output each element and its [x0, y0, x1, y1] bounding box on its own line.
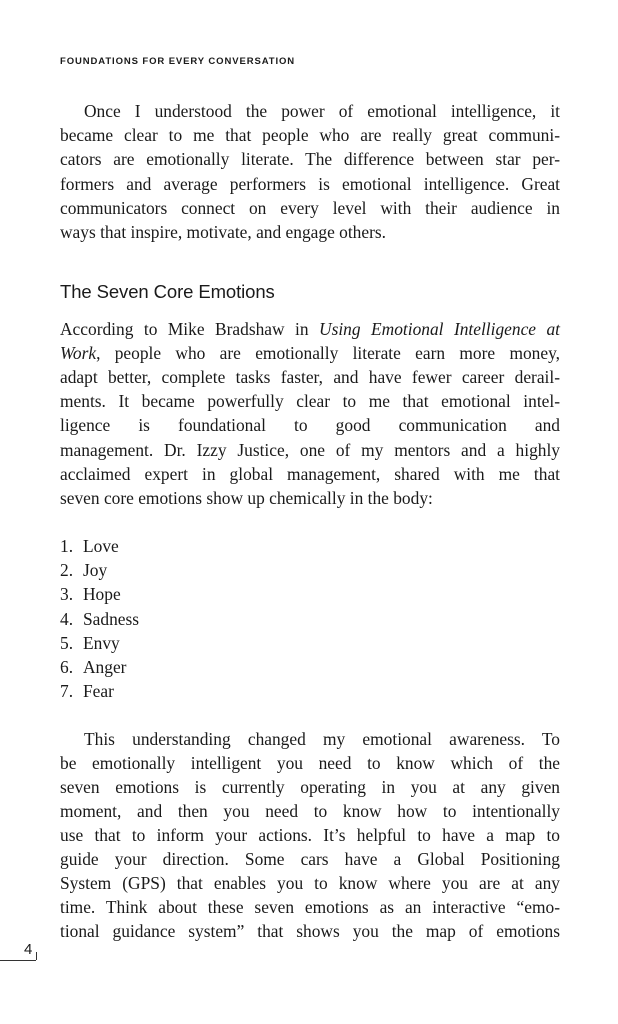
list-item [60, 607, 139, 631]
text-line: System (GPS) that enables you to know where you are at any [60, 873, 560, 893]
list-item [60, 558, 139, 582]
text-line: guide your direction. Some cars have a Global Positioning [60, 849, 560, 869]
list-number: 4. [60, 608, 74, 629]
list-number: 6. [60, 657, 74, 678]
list-number: 1. [60, 536, 74, 556]
text-line: ments. It became powerfully clear to me that emotional intel- [60, 391, 560, 411]
text-line: cators are emotionally literate. The difference between star per- [60, 149, 560, 169]
list-label: Anger [83, 657, 127, 678]
text-fragment: According to Mike Bradshaw in [60, 319, 320, 339]
list-label: Love [83, 536, 119, 556]
text-line: ways that inspire, motivate, and engage others. [60, 222, 386, 242]
text-line: seven core emotions show up chemically in the body: [60, 488, 433, 508]
list-label: Fear [83, 681, 114, 702]
text-line: seven emotions is currently operating in you at any given [60, 777, 560, 797]
section-heading: The Seven Core Emotions [60, 281, 275, 302]
text-line: adapt better, complete tasks faster, and have fewer career derail- [60, 367, 560, 387]
text-line [60, 341, 560, 365]
text-line: tional guidance system” that shows you the map of emotions [60, 921, 560, 941]
text-line: moment, and then you need to know how to intentionally [60, 801, 560, 821]
list-item [60, 655, 139, 679]
list-item [60, 582, 139, 606]
emotions-list [60, 534, 139, 703]
list-label: Sadness [83, 608, 140, 629]
text-line: formers and average performers is emotional intelligence. Great [60, 174, 560, 194]
text-line: use that to inform your actions. It’s helpful to have a map to [60, 825, 560, 845]
book-title: Using Emotional Intelligence at [319, 319, 561, 339]
text-line: be emotionally intelligent you need to know which of the [60, 753, 560, 773]
text-line: communicators connect on every level with their audience in [60, 198, 560, 218]
text-line [60, 317, 560, 341]
page-number-rule-tick [36, 952, 37, 960]
page-number: 4 [24, 941, 33, 958]
list-label: Hope [83, 584, 121, 605]
list-label: Joy [83, 560, 108, 581]
text-line: acclaimed expert in global management, shared with me that [60, 464, 560, 484]
list-number: 7. [60, 681, 74, 702]
text-line: Once I understood the power of emotional intelligence, it [84, 101, 560, 121]
text-line: time. Think about these seven emotions as an interactive “emo- [60, 897, 560, 917]
list-number: 3. [60, 584, 74, 605]
book-title: Work [60, 343, 97, 363]
page-number-rule [0, 960, 36, 961]
text-line: management. Dr. Izzy Justice, one of my mentors and a highly [60, 440, 560, 460]
text-line: This understanding changed my emotional awareness. To [84, 729, 560, 749]
text-line: became clear to me that people who are really great communi- [60, 125, 560, 145]
text-line: ligence is foundational to good communication and [60, 415, 560, 435]
text-fragment: , people who are emotionally literate earn more money, [96, 343, 560, 363]
list-label: Envy [83, 632, 120, 653]
list-number: 5. [60, 632, 74, 653]
list-item [60, 631, 139, 655]
list-item [60, 679, 139, 703]
running-head: FOUNDATIONS FOR EVERY CONVERSATION [60, 56, 296, 67]
list-number: 2. [60, 560, 74, 581]
list-item [60, 534, 139, 558]
